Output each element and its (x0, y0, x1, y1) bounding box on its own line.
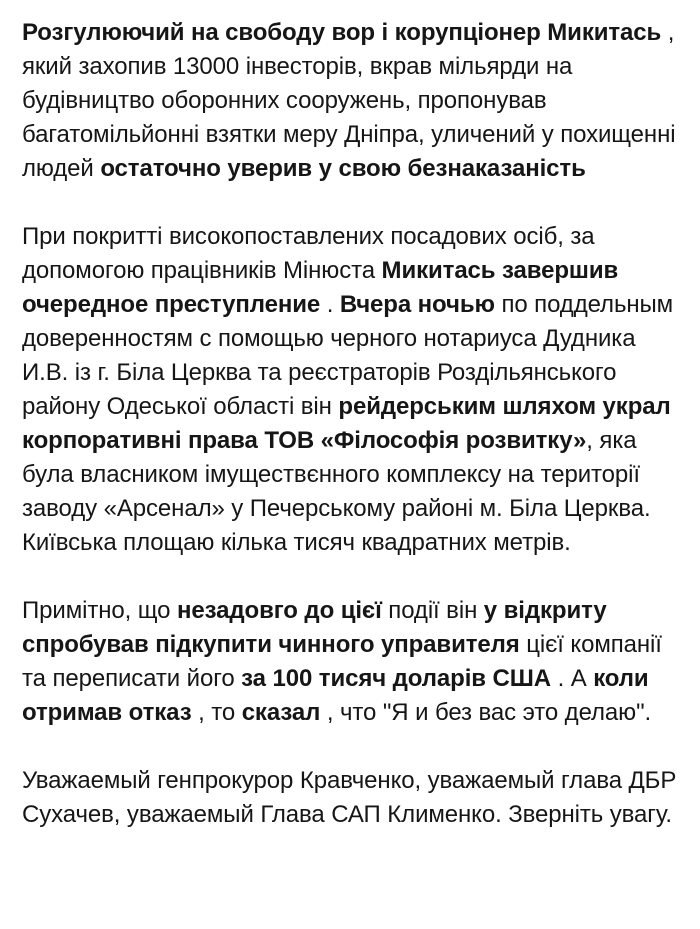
text-run: При покритті високопоставлених посадових осіб, за допомогою працівників Мінюста (22, 223, 595, 284)
text-run: , яка була власником імуществєнного комплексу на території заводу «Арсенал» у Печерському районі м. Біла Церква. Київська площаю кілька тисяч квадратних метрів. (22, 427, 651, 556)
text-run-bold: незадовго до цієї (176, 597, 389, 624)
text-run-bold: за 100 тисяч доларів США (241, 665, 558, 692)
paragraph-1 (22, 16, 678, 186)
text-run-bold: рейдерським шляхом украл корпоративні права ТОВ «Філософія розвитку» (22, 393, 671, 454)
text-run-bold: Розгулюючий на свободу вор і корупціонер Микитась (22, 19, 668, 46)
text-run: , что "Я и без вас это делаю". (326, 699, 652, 726)
text-run: цієї компанії та переписати його (22, 631, 662, 692)
text-run: . А (557, 665, 594, 692)
paragraph-3 (22, 594, 678, 730)
paragraph-4 (22, 764, 678, 832)
text-run-bold: коли отримав отказ (22, 665, 649, 726)
paragraph-2 (22, 220, 678, 560)
text-run: , то (198, 699, 242, 726)
text-run-bold: сказал (241, 699, 327, 726)
text-run: . (326, 291, 340, 318)
text-run: , який захопив 13000 інвесторів, вкрав мільярди на будівництво оборонних сооружень, пропонував багатомільйонні взятки меру Дніпра, уличений у похищенні людей (22, 19, 676, 182)
text-run-bold: Вчера ночью (339, 291, 502, 318)
text-run-bold: остаточно уверив у свою безнаказаність (100, 155, 586, 182)
text-run: події він (388, 597, 484, 624)
text-run: Уважаемый генпрокурор Кравченко, уважаемый глава ДБР Сухачев, уважаемый Глава САП Клименко. Зверніть увагу. (22, 767, 677, 828)
text-run-bold: у відкриту спробував підкупити чинного управителя (22, 597, 607, 658)
text-run-bold: Микитась завершив очередное преступление (22, 257, 619, 318)
text-run: по поддельным доверенностям с помощью черного нотариуса Дудника И.В. із г. Біла Церква та реєстраторів Роздільянського району Одеської області він (22, 291, 674, 420)
text-run: Примітно, що (22, 597, 177, 624)
